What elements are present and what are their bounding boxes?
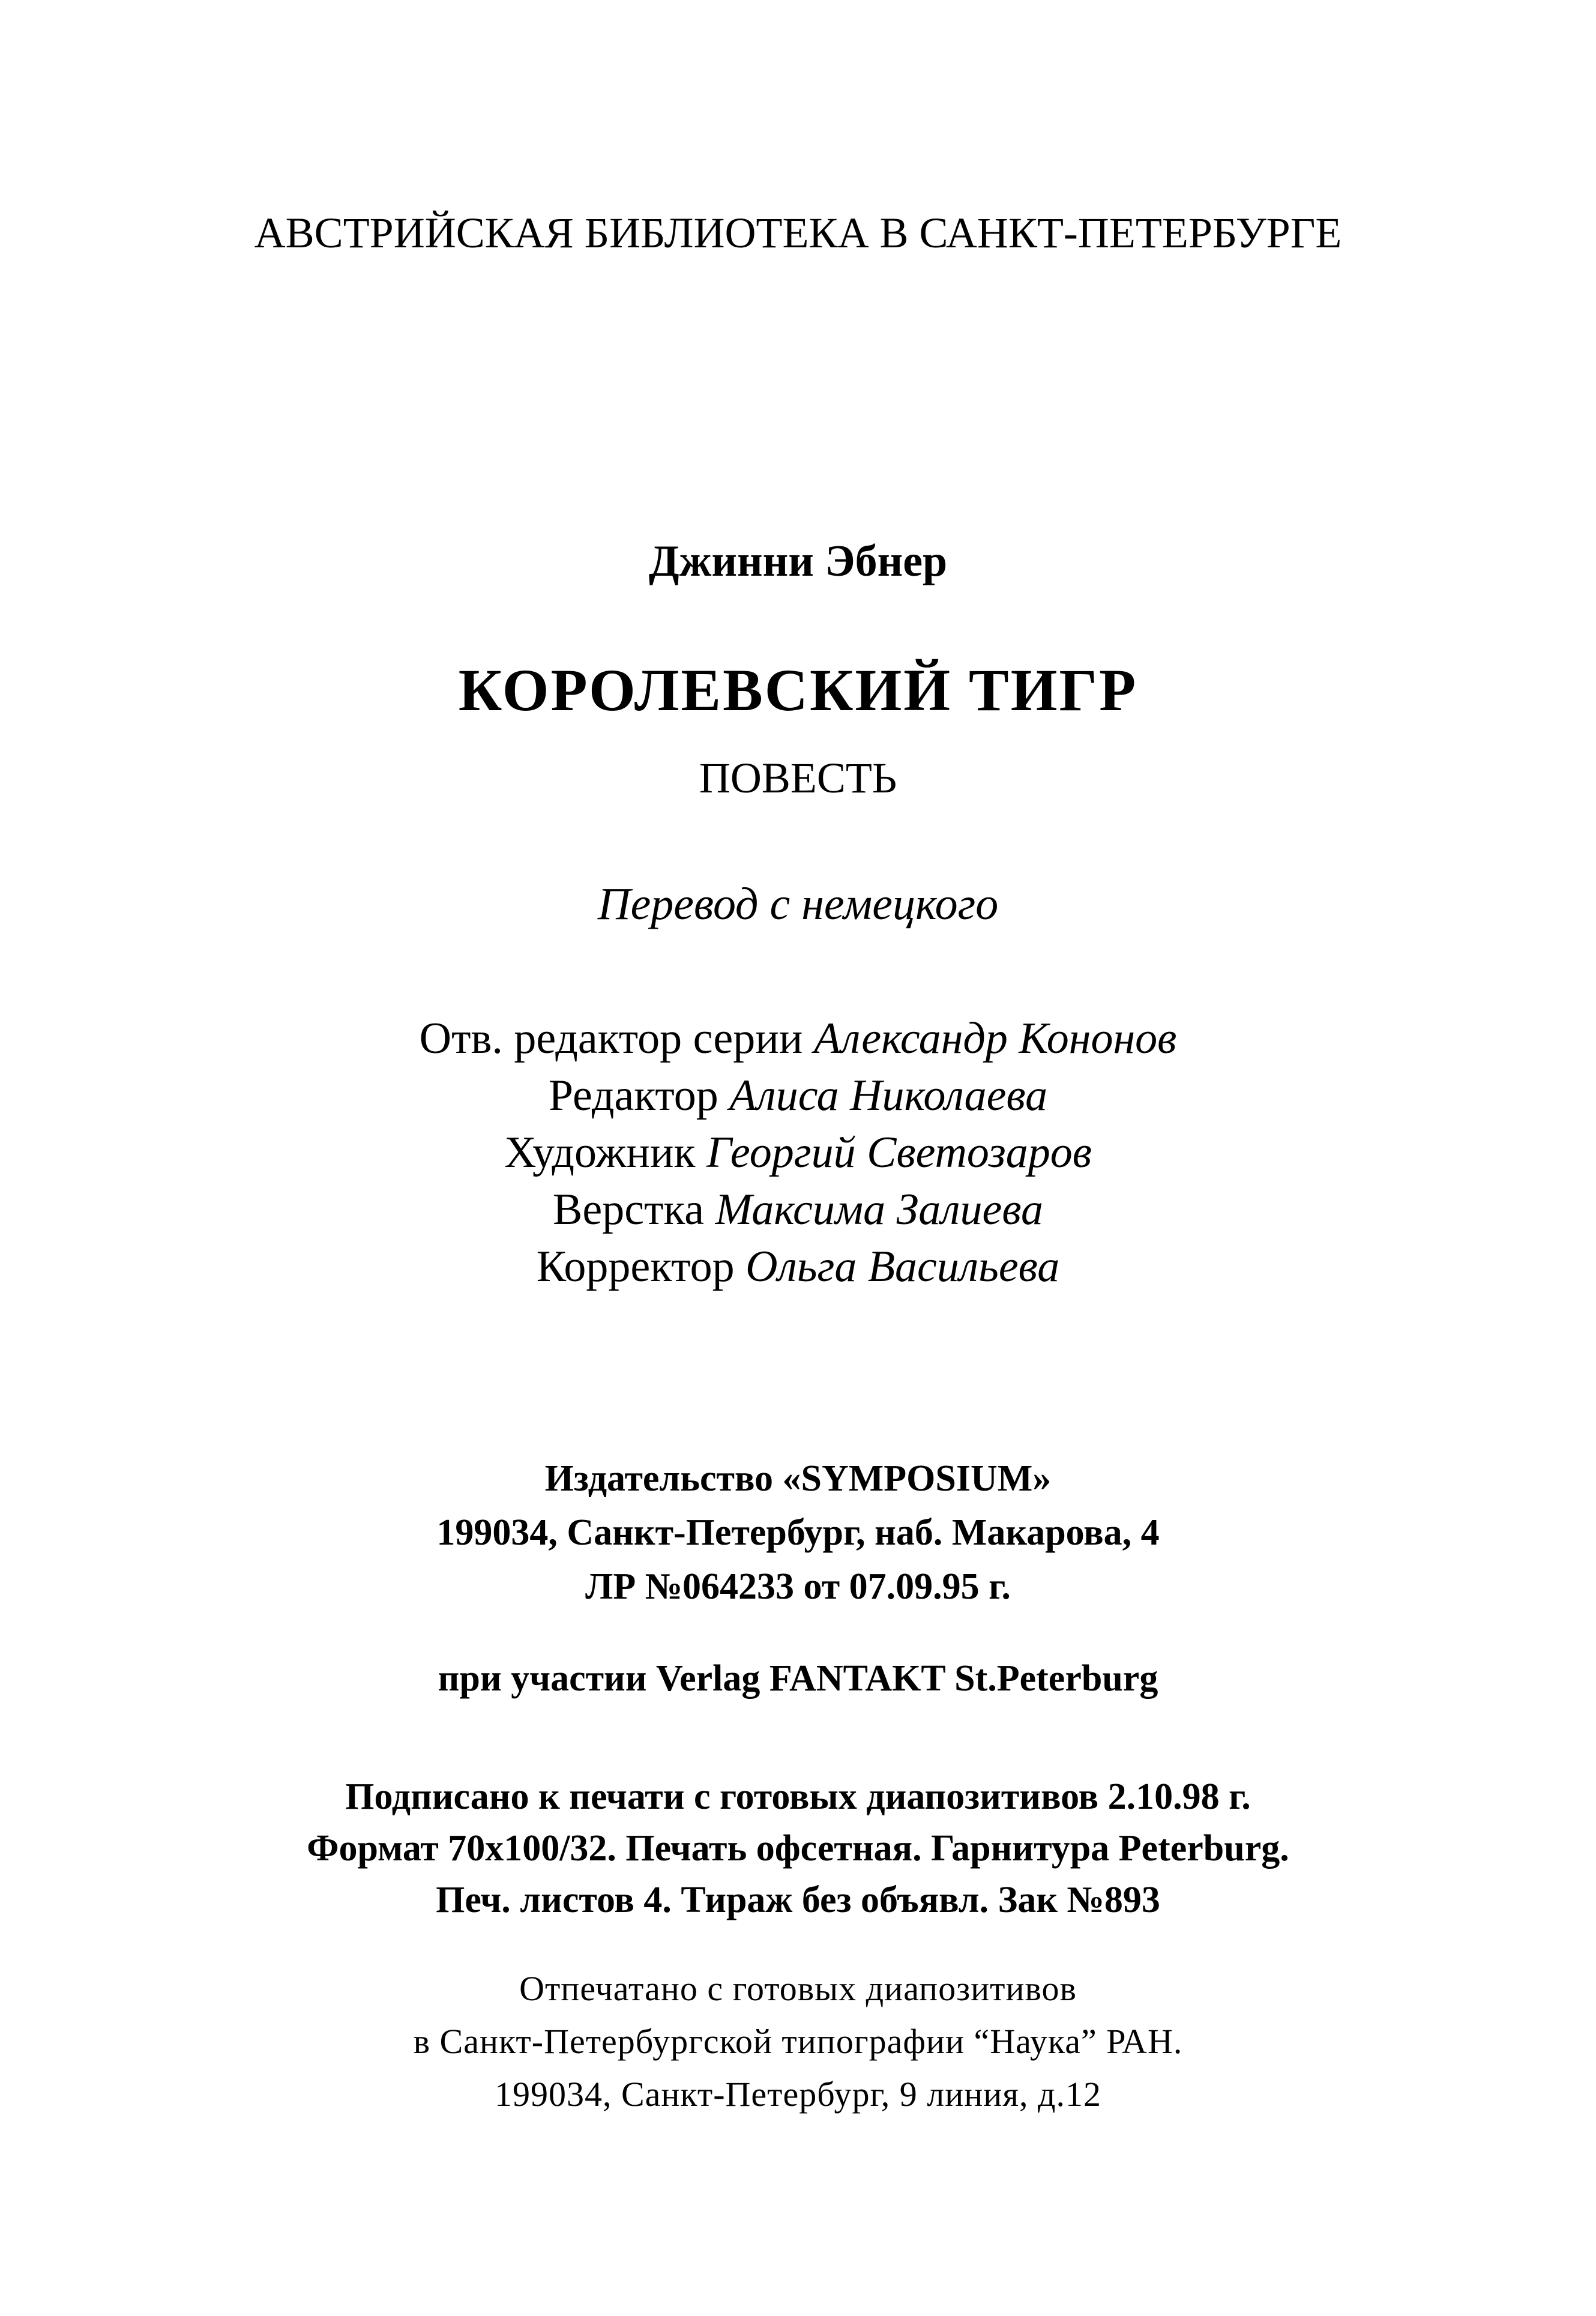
credit-role: Верстка (553, 1185, 705, 1234)
technical-line: Подписано к печати с готовых диапозитивов 2.10.98 г. (345, 1776, 1251, 1817)
technical-line: Печ. листов 4. Тираж без объявл. Зак №893 (436, 1880, 1160, 1920)
credit-role: Отв. редактор серии (419, 1014, 803, 1063)
publisher-license: ЛР №064233 от 07.09.95 г. (585, 1566, 1011, 1607)
credit-name: Ольга Васильева (745, 1242, 1060, 1291)
genre-label: ПОВЕСТЬ (699, 754, 897, 802)
book-title: КОРОЛЕВСКИЙ ТИГР (458, 657, 1138, 723)
author-name: Джинни Эбнер (648, 537, 948, 586)
credit-name: Алиса Николаева (729, 1071, 1048, 1120)
printer-line: Отпечатано с готовых диапозитивов (519, 1969, 1077, 2008)
credit-line (0, 1187, 1596, 1232)
credit-role: Корректор (536, 1242, 735, 1291)
series-title: АВСТРИЙСКАЯ БИБЛИОТЕКА В САНКТ-ПЕТЕРБУРГЕ (254, 209, 1342, 257)
credit-name: Максима Залиева (715, 1185, 1043, 1234)
printer-line: 199034, Санкт-Петербург, 9 линия, д.12 (494, 2075, 1102, 2114)
publisher-address: 199034, Санкт-Петербург, наб. Макарова, 4 (436, 1512, 1160, 1553)
participation-note: при участии Verlag FANTAKT St.Peterburg (438, 1658, 1158, 1699)
translation-note: Перевод с немецкого (597, 879, 999, 929)
credit-role: Художник (504, 1128, 696, 1177)
credit-line (0, 1130, 1596, 1175)
credit-role: Редактор (548, 1071, 718, 1120)
credit-name: Александр Кононов (813, 1014, 1177, 1063)
credit-line (0, 1016, 1596, 1061)
printer-line: в Санкт-Петербургской типографии “Наука” РАН. (413, 2022, 1183, 2061)
credit-line (0, 1073, 1596, 1118)
publisher-name: Издательство «SYMPOSIUM» (544, 1458, 1052, 1499)
credit-line (0, 1244, 1596, 1289)
technical-line: Формат 70х100/32. Печать офсетная. Гарнитура Peterburg. (307, 1828, 1289, 1869)
credit-name: Георгий Светозаров (706, 1128, 1092, 1177)
